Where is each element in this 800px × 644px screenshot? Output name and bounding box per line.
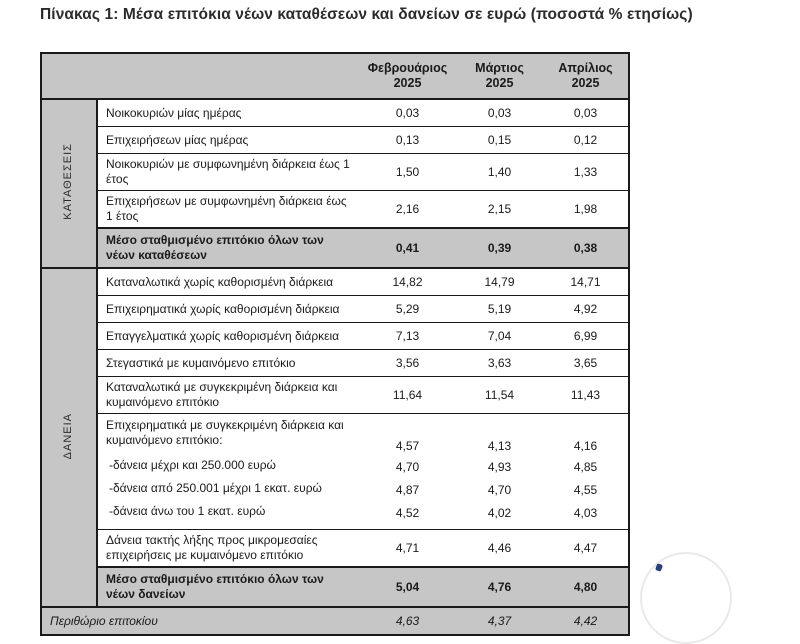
column-header-month: Μάρτιος [475,60,524,75]
row-label: Μέσο σταθμισμένο επιτόκιο όλων των νέων δανείων [97,567,359,607]
value-cell: 3,56 [359,350,456,377]
deposits-summary-row [41,228,629,268]
value-cell: 3,65 [543,350,629,377]
floating-widget-button[interactable] [640,552,732,644]
row-label: Επαγγελματικά χωρίς καθορισμένη διάρκεια [97,323,359,350]
value-cell: 4,03 [573,506,598,521]
row-label: Δάνεια τακτής λήξης προς μικρομεσαίες επιχειρήσεις με κυμαινόμενο επιτόκιο [97,530,359,568]
row-label: Επιχειρηματικά χωρίς καθορισμένη διάρκεια [97,296,359,323]
table-row [41,323,629,350]
table-row [41,127,629,154]
row-label: Επιχειρηματικά με συγκεκριμένη διάρκεια και κυμαινόμενο επιτόκιο: [106,418,344,447]
value-cell: 5,04 [359,567,456,607]
row-sublabel: -δάνεια άνω του 1 εκατ. ευρώ [109,504,266,519]
section-label-deposits [41,99,97,268]
value-cell: 14,79 [456,268,543,296]
value-cell: 4,93 [487,460,512,475]
page-title: Πίνακας 1: Μέσα επιτόκια νέων καταθέσεων και δανείων σε ευρώ (ποσοστά % ετησίως) [40,6,693,23]
value-cell: 0,03 [359,99,456,127]
value-cell: 2,16 [359,191,456,229]
row-label: Καταναλωτικά χωρίς καθορισμένη διάρκεια [97,268,359,296]
value-cell: 1,40 [456,154,543,191]
row-label: Μέσο σταθμισμένο επιτόκιο όλων των νέων καταθέσεων [97,228,359,268]
value-cell: 0,13 [359,127,456,154]
row-label: Επιχειρήσεων με συμφωνημένη διάρκεια έως 1 έτος [97,191,359,229]
column-header-apr [543,53,629,99]
value-cell: 4,42 [543,607,629,635]
value-cell: 11,43 [543,377,629,414]
interest-margin-row [41,607,629,635]
value-cell: 4,63 [359,607,456,635]
row-label-group [97,414,359,530]
value-cell: 1,33 [543,154,629,191]
value-cell: 0,12 [543,127,629,154]
value-cell: 4,52 [395,506,420,521]
value-cell: 4,80 [543,567,629,607]
value-cell: 4,76 [456,567,543,607]
section-label-text: ΚΑΤΑΘΕΣΕΙΣ [62,143,75,221]
value-cell: 14,71 [543,268,629,296]
value-cell: 5,19 [456,296,543,323]
section-label-text: ΔΑΝΕΙΑ [62,412,75,459]
column-header-month: Φεβρουάριος [367,60,448,75]
value-cell: 11,64 [359,377,456,414]
value-cell: 0,41 [359,228,456,268]
column-header-year: 2025 [485,76,514,90]
table-row [41,99,629,127]
value-cell: 14,82 [359,268,456,296]
value-cell: 0,38 [543,228,629,268]
value-cell: 4,02 [487,506,512,521]
interest-rates-table [40,52,630,636]
value-cell: 5,29 [359,296,456,323]
value-cell: 4,55 [573,483,598,498]
value-cell: 4,70 [395,460,420,475]
value-cell: 1,50 [359,154,456,191]
row-sublabel: -δάνεια μέχρι και 250.000 ευρώ [109,458,276,473]
value-cell: 4,57 [395,439,420,454]
table-row [41,154,629,191]
table-header-row [41,53,629,99]
table-row [41,268,629,296]
value-cell-group [456,414,543,530]
footer-label: Περιθώριο επιτοκίου [41,607,359,635]
section-label-loans [41,268,97,607]
row-label: Επιχειρήσεων μίας ημέρας [97,127,359,154]
value-cell-group [359,414,456,530]
business-loans-breakdown-row [41,414,629,530]
table-row [41,530,629,568]
loans-summary-row [41,567,629,607]
value-cell: 4,16 [573,439,598,454]
value-cell: 3,63 [456,350,543,377]
table-row [41,191,629,229]
header-corner-cell [41,53,359,99]
value-cell: 0,15 [456,127,543,154]
row-label: Νοικοκυριών μίας ημέρας [97,99,359,127]
row-sublabel: -δάνεια από 250.001 μέχρι 1 εκατ. ευρώ [109,481,322,496]
value-cell: 1,98 [543,191,629,229]
column-header-feb [359,53,456,99]
value-cell: 4,13 [487,439,512,454]
value-cell: 11,54 [456,377,543,414]
row-label: Καταναλωτικά με συγκεκριμένη διάρκεια και κυμαινόμενο επιτόκιο [97,377,359,414]
value-cell: 4,85 [573,460,598,475]
value-cell: 6,99 [543,323,629,350]
value-cell: 4,46 [456,530,543,568]
table-row [41,377,629,414]
column-header-year: 2025 [393,76,422,90]
value-cell: 7,04 [456,323,543,350]
value-cell-group [543,414,629,530]
column-header-year: 2025 [571,76,600,90]
value-cell: 4,87 [395,483,420,498]
column-header-mar [456,53,543,99]
value-cell: 7,13 [359,323,456,350]
row-label: Στεγαστικά με κυμαινόμενο επιτόκιο [97,350,359,377]
row-label: Νοικοκυριών με συμφωνημένη διάρκεια έως 1 έτος [97,154,359,191]
column-header-month: Απρίλιος [558,60,613,75]
value-cell: 0,03 [456,99,543,127]
value-cell: 4,92 [543,296,629,323]
table-row [41,296,629,323]
value-cell: 4,71 [359,530,456,568]
value-cell: 4,47 [543,530,629,568]
value-cell: 4,37 [456,607,543,635]
value-cell: 2,15 [456,191,543,229]
value-cell: 0,03 [543,99,629,127]
table-row [41,350,629,377]
value-cell: 4,70 [487,483,512,498]
value-cell: 0,39 [456,228,543,268]
